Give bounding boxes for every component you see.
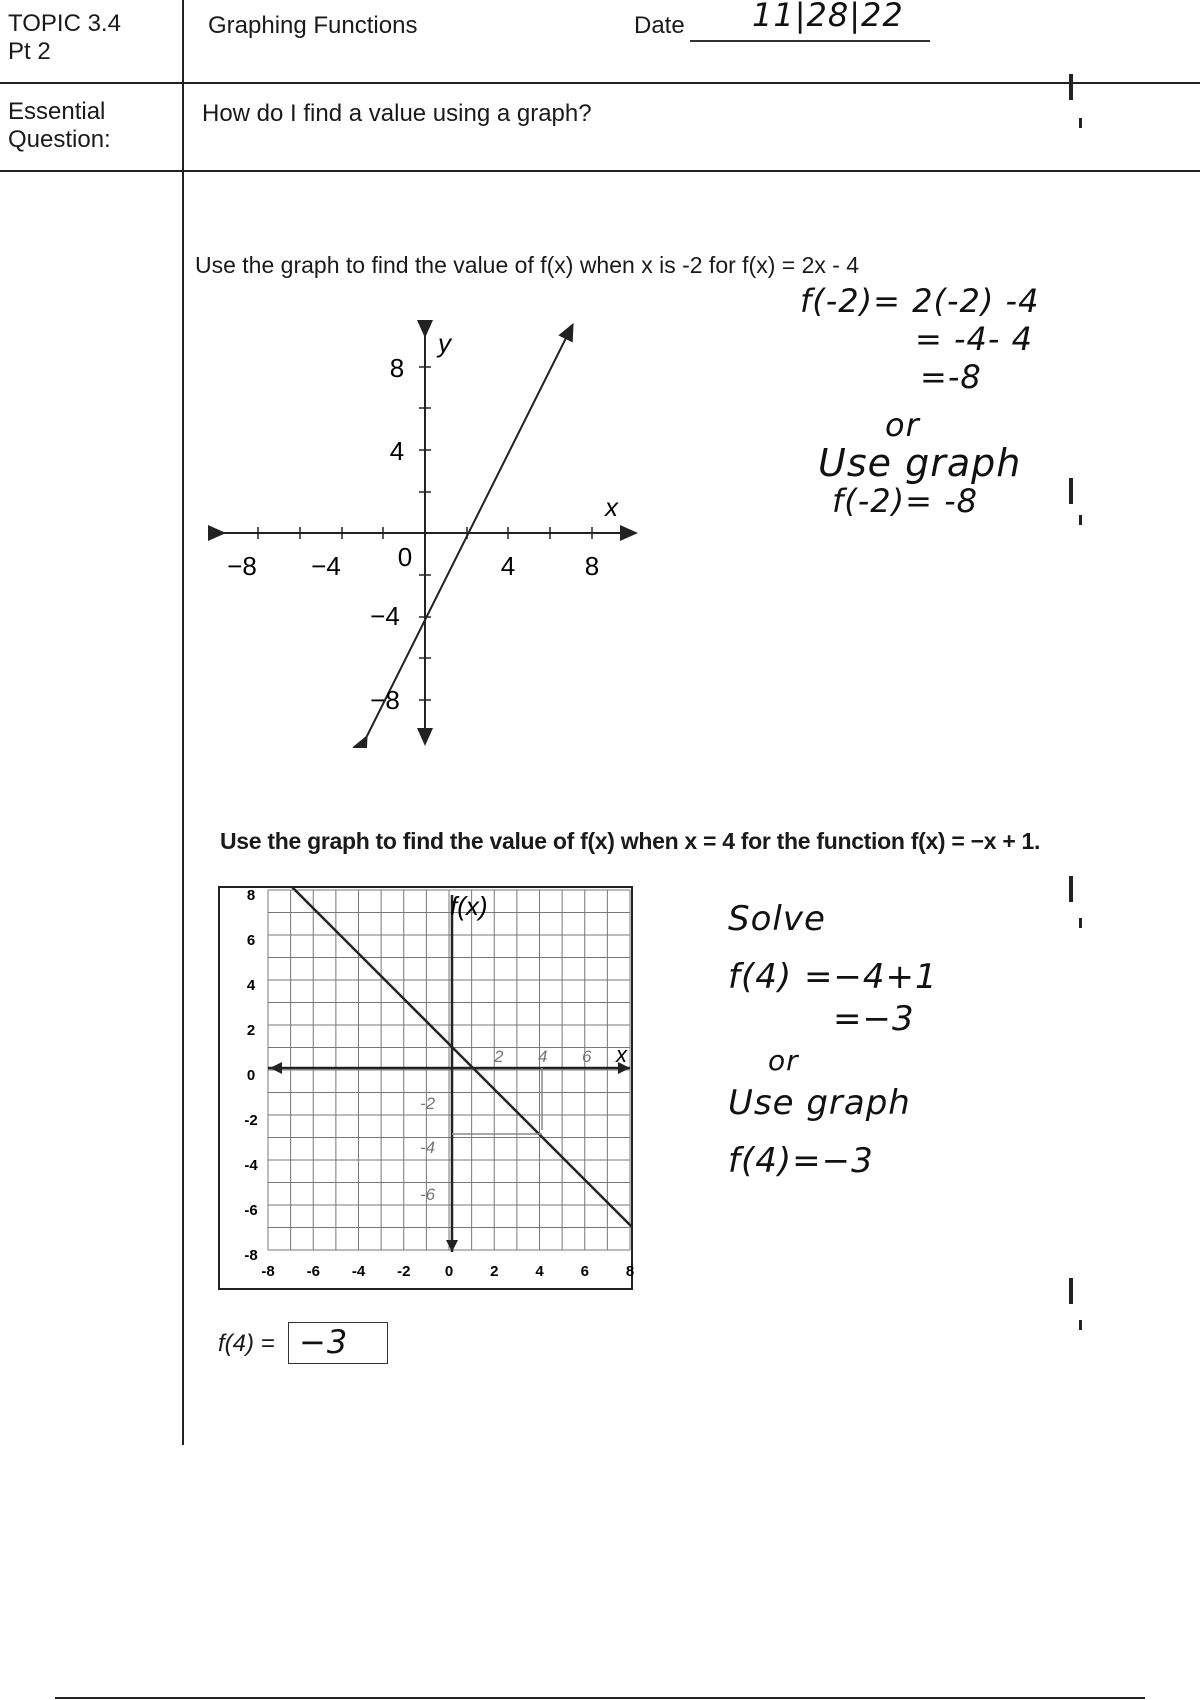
- answer-value: −3: [299, 1323, 349, 1361]
- p1-x-tick-label: −8: [227, 551, 257, 581]
- p1-x-label: x: [605, 492, 618, 522]
- problem-2-graph: [218, 886, 634, 1291]
- date-underline: [690, 40, 930, 42]
- p2-hand-x-mark: 6: [582, 1047, 592, 1066]
- eq-label-line-1: Essential: [8, 98, 106, 125]
- p2-y-tick-label: 0: [246, 1067, 256, 1084]
- p2-work-line: f(4)=−3: [728, 1141, 874, 1181]
- topic-line-2: Pt 2: [8, 38, 51, 65]
- p2-y-tick-label: 8: [246, 887, 256, 904]
- p2-work-line: =−3: [833, 999, 915, 1039]
- topic-label: [8, 10, 121, 66]
- p2-y-tick-label: -6: [244, 1202, 258, 1219]
- p2-y-tick-labels: [244, 887, 258, 1264]
- margin-mark: [1079, 918, 1082, 928]
- p2-x-tick-label: -6: [306, 1263, 320, 1280]
- p1-x-tick-label: 4: [500, 551, 516, 581]
- p2-y-tick-label: 2: [246, 1022, 256, 1039]
- p1-y-tick-label: −4: [370, 601, 400, 631]
- p2-work-line: Use graph: [728, 1083, 911, 1123]
- p2-hand-x-mark: 2: [494, 1047, 504, 1066]
- margin-mark: [1069, 1278, 1073, 1304]
- p1-function-line: [364, 330, 570, 742]
- p2-x-tick-label: 6: [580, 1263, 589, 1280]
- essential-question-text: How do I find a value using a graph?: [202, 100, 592, 127]
- p1-x-tick-label: 8: [584, 551, 600, 581]
- p2-x-tick-label: -2: [397, 1263, 411, 1280]
- date-value: 11|28|22: [752, 0, 904, 34]
- header-rule-bottom: [0, 170, 1200, 172]
- p2-x-tick-label: 0: [444, 1263, 454, 1280]
- p2-work-line: or: [768, 1044, 799, 1077]
- page-title: Graphing Functions: [208, 12, 418, 39]
- p2-y-tick-label: 4: [246, 977, 256, 994]
- p1-work-line: f(-2)= -8: [832, 482, 979, 520]
- essential-question-label: [8, 98, 111, 154]
- p2-hand-y-mark: -6: [420, 1185, 436, 1204]
- margin-mark: [1079, 1320, 1082, 1330]
- date-label: Date: [634, 12, 685, 39]
- page-bottom-rule: [55, 1697, 1145, 1699]
- margin-mark: [1069, 876, 1073, 902]
- problem-1-prompt: Use the graph to find the value of f(x) when x is -2 for f(x) = 2x - 4: [195, 252, 860, 278]
- p1-work-line: = -4- 4: [915, 320, 1033, 358]
- p1-work-line: or: [885, 406, 920, 444]
- margin-mark: [1069, 74, 1073, 100]
- margin-mark: [1079, 118, 1082, 128]
- p2-work-line: f(4) =−4+1: [728, 957, 938, 997]
- p2-hand-x-mark: 4: [538, 1047, 548, 1066]
- p2-x-tick-label: -8: [261, 1263, 275, 1280]
- p2-x-tick-label: 2: [490, 1263, 499, 1280]
- topic-line-1: TOPIC 3.4: [8, 10, 121, 37]
- p1-y-tick-label: −8: [370, 685, 400, 715]
- p2-x-tick-label: -4: [351, 1263, 366, 1280]
- p2-hand-y-mark: -2: [420, 1094, 436, 1113]
- p2-x-tick-label: 8: [625, 1263, 634, 1280]
- problem-2-work: [728, 898, 938, 1182]
- margin-mark: [1069, 478, 1073, 504]
- p2-y-tick-label: -4: [244, 1157, 258, 1174]
- p1-x-tick-label: 0: [397, 542, 413, 572]
- p2-y-label: f(x): [450, 891, 488, 921]
- header-rule-top: [0, 82, 1200, 84]
- p2-y-tick-label: -2: [244, 1112, 258, 1129]
- p1-work-line: =-8: [920, 358, 982, 396]
- answer-label: f(4) =: [218, 1330, 275, 1357]
- problem-1-work: [800, 282, 1039, 520]
- p1-work-line: Use graph: [818, 441, 1022, 485]
- p1-x-tick-label: −4: [311, 551, 341, 581]
- p2-x-tick-labels: [261, 1263, 634, 1280]
- p1-work-line: f(-2)= 2(-2) -4: [800, 282, 1040, 320]
- eq-label-line-2: Question:: [8, 126, 111, 153]
- p2-hand-marks: [420, 1047, 592, 1204]
- p1-y-tick-label: 8: [389, 353, 405, 383]
- p2-x-label: x: [616, 1042, 627, 1067]
- p1-y-label: y: [438, 328, 451, 358]
- p2-hand-y-mark: -4: [420, 1138, 436, 1157]
- problem-1-graph: [205, 318, 645, 748]
- p2-y-tick-label: 6: [246, 932, 256, 949]
- p2-grid: [268, 890, 630, 1250]
- left-margin-rule: [182, 0, 184, 1445]
- problem-2-prompt: Use the graph to find the value of f(x) when x = 4 for the function f(x) = −x + 1.: [220, 828, 1041, 854]
- p1-y-tick-label: 4: [389, 436, 405, 466]
- p2-x-tick-label: 4: [535, 1263, 544, 1280]
- answer-box: [288, 1322, 388, 1364]
- p2-function-line: [292, 887, 632, 1227]
- p2-y-tick-label: -8: [244, 1247, 258, 1264]
- p2-work-line: Solve: [728, 899, 826, 939]
- margin-mark: [1079, 515, 1082, 525]
